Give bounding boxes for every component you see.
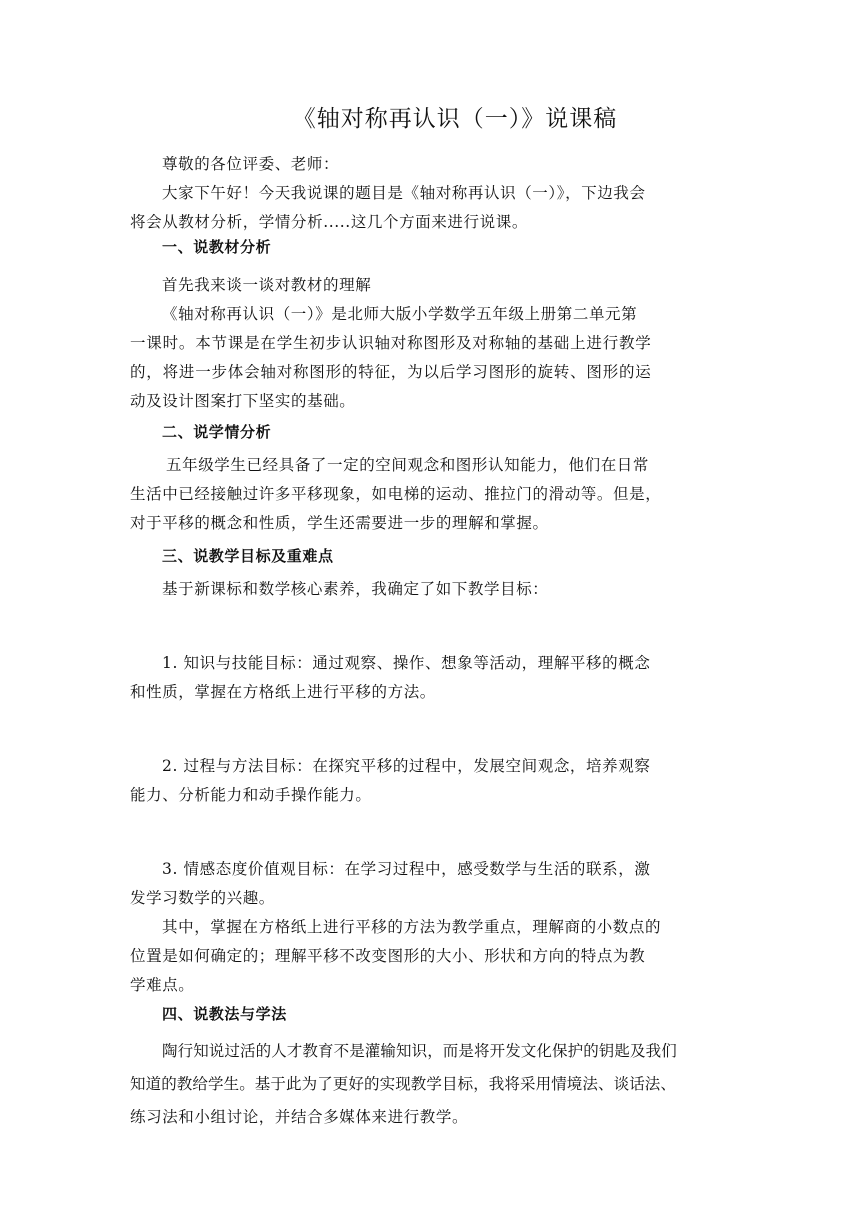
key-points-line: 位置是如何确定的；理解平移不改变图形的大小、形状和方向的特点为教 [130,947,646,965]
paragraph-line: 动及设计图案打下坚实的基础。 [130,392,356,410]
goal-line: 2. 过程与方法目标：在探究平移的过程中，发展空间观念，培养观察 [162,757,651,775]
document-title: 《轴对称再认识（一）》说课稿 [292,106,618,132]
paragraph-line: 的，将进一步体会轴对称图形的特征，为以后学习图形的旋转、图形的运 [130,363,652,381]
goal-line: 和性质，掌握在方格纸上进行平移的方法。 [130,683,436,701]
intro-line: 将会从教材分析，学情分析.....这几个方面来进行说课。 [130,213,528,231]
section-heading: 三、说教学目标及重难点 [162,547,334,565]
goal-line: 发学习数学的兴趣。 [130,889,275,907]
paragraph-line: 生活中已经接触过许多平移现象，如电梯的运动、推拉门的滑动等。但是， [130,485,662,503]
goal-line: 能力、分析能力和动手操作能力。 [130,786,372,804]
paragraph-line: 知道的教给学生。基于此为了更好的实现教学目标，我将采用情境法、谈话法、 [130,1075,677,1093]
paragraph-line: 《轴对称再认识（一）》是北师大版小学数学五年级上册第二单元第 [162,305,638,323]
section-heading: 一、说教材分析 [162,238,272,256]
intro-line: 大家下午好！今天我说课的题目是《轴对称再认识（一）》，下边我会 [162,184,646,202]
paragraph-line: 陶行知说过活的人才教育不是灌输知识，而是将开发文化保护的钥匙及我们 [162,1042,677,1060]
section-lead: 首先我来谈一谈对教材的理解 [162,276,372,294]
paragraph-line: 五年级学生已经具备了一定的空间观念和图形认知能力，他们在日常 [166,456,650,474]
key-points-line: 学难点。 [130,976,195,994]
greeting: 尊敬的各位评委、老师： [162,155,340,173]
goal-line: 3. 情感态度价值观目标：在学习过程中，感受数学与生活的联系，激 [162,860,651,878]
section-lead: 基于新课标和数学核心素养，我确定了如下教学目标： [162,580,549,598]
key-points-line: 其中，掌握在方格纸上进行平移的方法为教学重点，理解商的小数点的 [162,918,662,936]
goal-line: 1. 知识与技能目标：通过观察、操作、想象等活动，理解平移的概念 [162,654,651,672]
paragraph-line: 一课时。本节课是在学生初步认识轴对称图形及对称轴的基础上进行教学 [130,334,652,352]
paragraph-line: 练习法和小组讨论，并结合多媒体来进行教学。 [130,1108,469,1126]
section-heading: 四、说教法与学法 [162,1005,287,1023]
paragraph-line: 对于平移的概念和性质，学生还需要进一步的理解和掌握。 [130,514,549,532]
document-body [130,150,730,1132]
section-heading: 二、说学情分析 [162,423,272,441]
